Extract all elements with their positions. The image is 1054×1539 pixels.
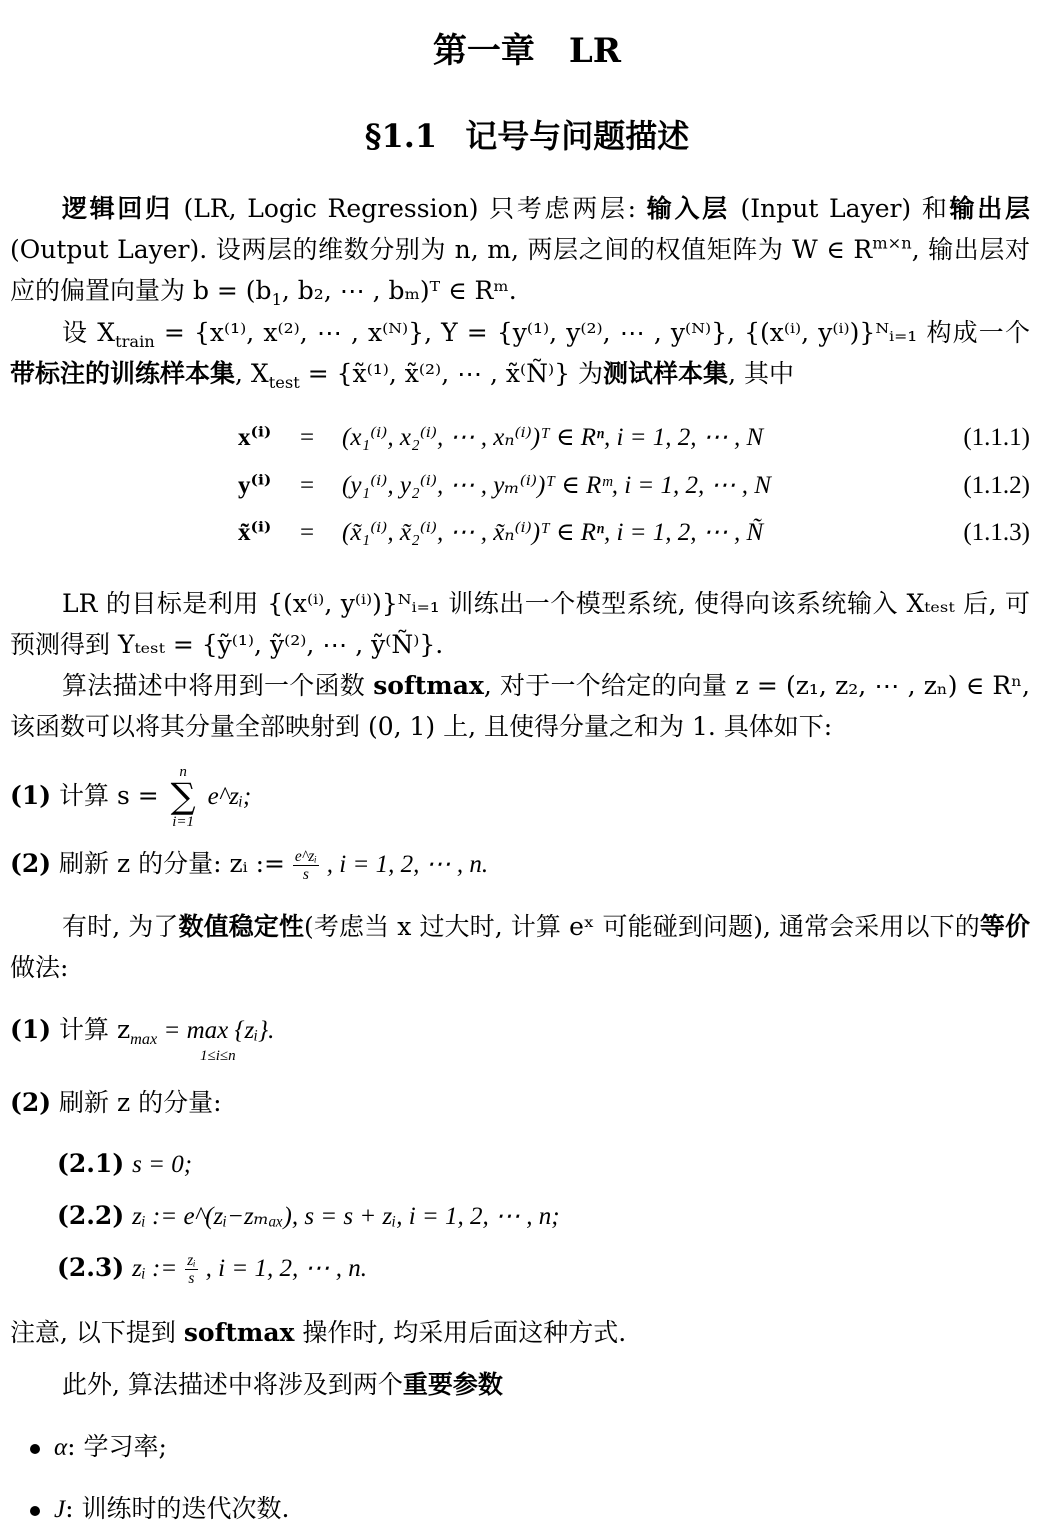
step-b-1: (1) 计算 $z_{max} = \max$ {zᵢ}. 1≤i≤n bbox=[10, 1015, 275, 1064]
softmax-intro-paragraph: 算法描述中将用到一个函数 softmax, 对于一个给定的向量 z = (z₁, z₂, ⋯ , zₙ) ∈ Rⁿ, 该函数可以将其分量全部映射到 (0, 1) 上, 且使得分量之和为 1. 具体如下: bbox=[10, 671, 1030, 741]
term-important-params: 重要参数 bbox=[402, 1370, 503, 1399]
term-logistic-regression: 逻辑回归 bbox=[62, 194, 173, 223]
intro-paragraph-2: 设 $X_{train} = \{x^{(1)}$, x⁽²⁾, ⋯ , x⁽ᴺ⁾}, Y = {y⁽¹⁾, y⁽²⁾, ⋯ , y⁽ᴺ⁾}, {(x⁽ⁱ⁾, y⁽ⁱ⁾)}ᴺᵢ₌₁ 构成一个带标注的训练样本集, $X_{test}$ = {x̃⁽¹⁾, x̃⁽²⁾, ⋯ , x̃⁽Ñ⁾} 为测试样本集, 其中 bbox=[10, 318, 1030, 392]
step-a-1: (1) 计算 s = n ∑ i=1 e^zᵢ; bbox=[10, 764, 252, 830]
fraction: $\frac{\text{e\textasciicircum{}zᵢ}}{s}$ bbox=[294, 848, 317, 884]
term-softmax: softmax bbox=[183, 1318, 295, 1347]
section-number: §1.1 bbox=[364, 117, 438, 155]
stability-paragraph: 有时, 为了数值稳定性(考虑当 x 过大时, 计算 eˣ 可能碰到问题), 通常会采用以下的等价做法: bbox=[10, 912, 1030, 982]
chapter-title: 第一章 LR bbox=[432, 31, 622, 71]
params-intro-paragraph: 此外, 算法描述中将涉及到两个重要参数 bbox=[62, 1370, 503, 1399]
summation: n ∑ i=1 bbox=[170, 764, 196, 830]
term-input-layer: 输入层 bbox=[646, 194, 730, 223]
term-numerical-stability: 数值稳定性 bbox=[178, 912, 305, 941]
equation-number: (1.1.3) bbox=[963, 519, 1030, 546]
equation-number: (1.1.2) bbox=[963, 472, 1030, 499]
bullet-alpha: α: 学习率; bbox=[30, 1432, 167, 1463]
bullet-j: J: 训练时的迭代次数. bbox=[30, 1494, 289, 1525]
section-heading bbox=[0, 117, 1054, 155]
term-softmax: softmax bbox=[373, 671, 484, 700]
equation-1-1-3: x̃⁽ⁱ⁾ = (x̃₁⁽ⁱ⁾, x̃₂⁽ⁱ⁾, ⋯ , x̃ₙ⁽ⁱ⁾)ᵀ ∈ Rⁿ, i = 1, 2, ⋯ , Ñ (1.1.3) bbox=[238, 519, 1030, 546]
equation-1-1-1: x⁽ⁱ⁾ = (x₁⁽ⁱ⁾, x₂⁽ⁱ⁾, ⋯ , xₙ⁽ⁱ⁾)ᵀ ∈ Rⁿ, i = 1, 2, ⋯ , N (1.1.1) bbox=[238, 424, 1030, 451]
note-paragraph: 注意, 以下提到 softmax 操作时, 均采用后面这种方式. bbox=[10, 1318, 627, 1347]
step-b-2-2: (2.2) zᵢ := e^(zᵢ−zₘₐₓ), s = s + zᵢ, i = 1, 2, ⋯ , n; bbox=[57, 1201, 560, 1230]
equation-number: (1.1.1) bbox=[963, 424, 1030, 451]
step-b-2-1: (2.1) s = 0; bbox=[57, 1149, 193, 1178]
step-b-2-3: (2.3) zᵢ := $\frac{\text{zᵢ}}{s}$ , i = 1, 2, ⋯ , n. bbox=[57, 1252, 367, 1288]
equation-1-1-2: y⁽ⁱ⁾ = (y₁⁽ⁱ⁾, y₂⁽ⁱ⁾, ⋯ , yₘ⁽ⁱ⁾)ᵀ ∈ Rᵐ, i = 1, 2, ⋯ , N (1.1.2) bbox=[238, 472, 1030, 499]
section-title: 记号与问题描述 bbox=[465, 117, 690, 155]
goal-paragraph: LR 的目标是利用 {(x⁽ⁱ⁾, y⁽ⁱ⁾)}ᴺᵢ₌₁ 训练出一个模型系统, 使得向该系统输入 Xₜₑₛₜ 后, 可预测得到 Yₜₑₛₜ = {ỹ⁽¹⁾, ỹ⁽²⁾, ⋯ , ỹ⁽Ñ⁾}. bbox=[10, 589, 1030, 659]
term-equivalent: 等价 bbox=[979, 912, 1030, 941]
term-test-set: 测试样本集 bbox=[603, 359, 729, 388]
bullet-icon bbox=[30, 1506, 40, 1516]
intro-paragraph-1: 逻辑回归 (LR, Logic Regression) 只考虑两层: 输入层 (Input Layer) 和输出层 (Output Layer). 设两层的维数分别为 n, m, 两层之间的权值矩阵为 W ∈ $R^{m\times n}$, 输出层对应的偏置向量为 $b = (b_1$, b₂, ⋯ , bₘ)ᵀ ∈ Rᵐ. bbox=[10, 194, 1030, 309]
step-a-2: (2) 刷新 z 的分量: zᵢ := $\frac{\text{e\textasciicircum{}zᵢ}}{s}$ , i = 1, 2, ⋯ , n. bbox=[10, 848, 489, 884]
term-output-layer: 输出层 bbox=[949, 194, 1030, 223]
fraction: $\frac{\text{zᵢ}}{s}$ bbox=[187, 1252, 196, 1288]
term-labeled-training-set: 带标注的训练样本集 bbox=[10, 359, 236, 388]
bullet-icon bbox=[30, 1444, 40, 1454]
step-b-2: (2) 刷新 z 的分量: bbox=[10, 1088, 222, 1117]
